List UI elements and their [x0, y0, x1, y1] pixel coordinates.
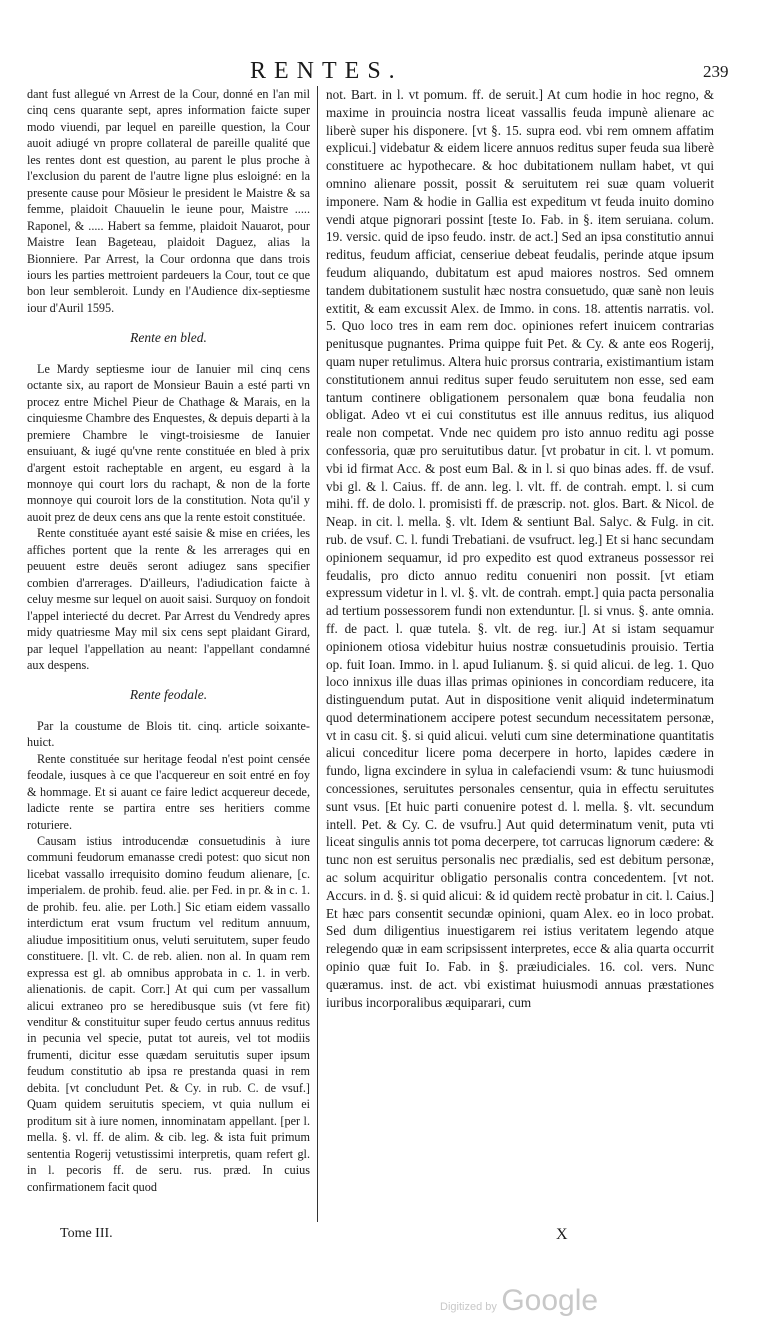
digitized-watermark	[440, 1284, 598, 1318]
paragraph: Rente constituée ayant esté saisie & mise en criées, les affiches portent que la rente & les arrerages qui en peuuent estre deuës seront adiugez sans specifier combien d'arrerages. D'ailleurs, l'adiudication faicte à celuy mesme sur lequel on auoit saisi. Surquoy on fondoit l'appel interiecté du decret. Par Arrest du Vendredy apres midy quatriesme May mil six cens sept plaidant Girard, par lequel l'appellation au neant: l'appellant condamné aux despens.	[27, 526, 310, 672]
left-column	[27, 86, 310, 1195]
paragraph: Le Mardy septiesme iour de Ianuier mil cinq cens octante six, au raport de Monsieur Bauin a esté parti vn procez entre Michel Pieur de Chathage & Marais, en la cinquiesme Chambre des Enquestes, & depuis departi à la premiere Chambre le vingt-troisiesme de Ianuier ensuiuant, & iugé qu'vne rente constituée en bled à prix d'argent estoit racheptable en argent, eu esgard à la monnoye qui court lors du rachapt, & non de la forte monnoye qui couroit lors de la constitution. Nota qu'il y auoit prez de deux cens ans que la rente estoit constituée.	[27, 361, 310, 524]
paragraph: Rente constituée sur heritage feodal n'est point censée feodale, iusques à ce que l'acquereur en soit entré en foy & hommage. Et si auant ce faire ledict acquereur decede, ladicte rente se partira entre ses heritiers comme roturiere.	[27, 751, 310, 832]
right-column	[326, 86, 714, 1011]
page-number: 239	[703, 62, 729, 81]
paragraph: Par la coustume de Blois tit. cinq. article soixante-huict.	[27, 718, 310, 750]
volume-label: Tome III.	[60, 1226, 113, 1241]
paragraph: Causam istius introducendæ consuetudinis à iure communi feudorum emanasse credi potest: quo sicut non licebat vassallo irrequisito domino feudum alienare, [c. imperialem. de prohib. feud. alie. per Fed. in pr. & in c. 1. de prohib. feu. alie. per Loth.] Sic etiam eidem vassallo interdictum erat vsum fructum vel reditum annuum, aliudue imposititium onus, veluti seruitutem, super feudo constituere. [l. vlt. C. de reb. alien. non al. In quam rem expressa est gl. ab omnibus approbata in c. 1. in verb. alienationis. de capit. Corr.] At qui cum per vassallum alicui extraneo pro se heredibusque suis (vt fere fit) venditur & constituitur super feudo certus annuus reditus in pecunia vel specie, putat tot aureis, vel tot modiis frumenti, dicitur esse quædam seruitutis super ipsum feudum constitutio ab ipsa re prestanda quasi in rem debita. [vt concludunt Pet. & Cy. in rub. C. de vsuf.] Quam quidem seruitutis speciem, vt quia nullum ei proditum sit à iure nomen, innominatam appellant. [per l. mella. §. vl. ff. de alim. & cib. leg. & ista fuit primum sententia Rogerij vetustissimi interpretis, quam refert gl. in l. pecoris ff. de seru. rus. præd. In cuius confirmationem facit quod	[27, 834, 310, 1194]
running-head	[0, 58, 762, 88]
running-head-title: RENTES.	[250, 58, 403, 84]
paragraph: not. Bart. in l. vt pomum. ff. de seruit.] At cum hodie in hoc regno, & maxime in prouincia nostra liceat vassallis feuda impunè alienare ac liberè super his disponere. [vt §. 15. supra eod. vbi rem omnem affatim explicui.] videbatur & eidem licere annuos reditus super feuda sua liberè constituere ac hypothecare. & hoc dubitationem nullam habet, vt qui omnino alienare possit, possit & seruitutem rei suæ quam voluerit imponere. Nam & hodie in Gallia est expeditum vt feuda inuito domino vendi atque pignorari possint [teste Io. Fab. in §. item seruiana. colum. 19. versic. quid de ipso feudo. instr. de act.] Sed an ipsa constitutio annui reditus, feudum afficiat, censeriue debeat feudalis, perinde atque ipsum feudum aliquando, dubitatum est apud maiores nostros. Sed omnem tandem dubitationem sustulit hæc nostra consuetudo, quæ sanè non leuis extitit, & eam excussit Alex. de Immo. in cons. 18. attentis narratis. vol. 5. Quo loco tres in eam rem doc. opiniones refert inuicem contrarias penitusque pugnantes. Prima quippe fuit Pet. & Cy. & ante eos Rogerij, quam nuper retulimus. Altera huic prorsus contraria, existimantium istam constitutionem annui reditus super feudo seruitutem non esse, sed eam tantum continere obligationem personalem quæ bona feudalia non obligat. Adeo vt ei cui constitutus est ille annuus reditus, ius aliquod reale non competat. Vnde nec quidem pro isto annuo reditu agi posse confessoria, quæ pro seruitutibus datur. [vt probatur in cit. l. vt pomum. vbi id firmat Acc. & post eum Bal. & in l. si quo binas ades. ff. de vsuf. vbi gl. & l. Caius. ff. de ann. leg. l. vlt. ff. de contrah. empt. l. si cum mihi. ff. de dolo. l. promisisti ff. de præscrip. not. glos. Bart. & Nicol. de Neap. in cit. l. mella. §. vlt. Idem & sentiunt Bal. Salyc. & Fulg. in cit. rub. de vsuf. C. l. fundi Trebatiani. de vsufruct. leg.] Et si hanc secundam opinionem sequamur, id pro expedito est quod extraneus possessor rei feudalis, pro dicto annuo reditu conueniri non possit. [vt etiam expressum videtur in l. vl. §. vlt. de contrah. empt.] quia pacta personalia ad tertium possessorem fundi non extenduntur. [l. si vnus. §. ante omnia. ff. de pact. l. quæ tutela. §. vlt. de reg. iur.] At si istam sequamur opinionem otiosa videbitur huius nostræ consuetudinis prouisio. Tertia op. fuit Ioan. Immo. in l. apud Iulianum. §. si quid alicui. de leg. 1. Quo loco innixus ille duas illas primas opiniones in concordiam reducere, ita distinguendum putat. Aut in dispositione venit aliquid indeterminatum quod determinationem accipere potest secundum necessitatem personæ, vt in casu cit. §. si quid alicui. veluti cum sine determinatione quantitatis alicui conceditur licere poma decerpere in horto, lapides cædere in fundo, ligna excindere in sylua in calefaciendi vsum: & tunc huiusmodi concessiones, seruitutes personales censentur, quia in effectu seruitutes sunt vsus. [Et huic parti conuenire potest d. l. mella. §. vlt. secundum intell. Pet. & Cy. C. de vsufru.] Aut quid determinatum venit, puta vti liceat singulis annis tot poma decerpere, tot carrucas lignorum cædere: & tunc non est seruitus personalis nec prædialis, sed est debitum personæ, ac solum acquiritur obligatio personalis contra concedentem. [vt not. Accurs. in d. §. si quid alicui: & id quidem rectè probatur in cit. l. Caius.] Et hæc pars consentit secundæ opinioni, quam Alex. eo in loco probat. Sed dum diligentius inuestigarem rei istius veritatem legendo atque relegendo quæ in eam scripsissent interpretes, ecce & alia quarta occurrit opinio quæ fuit Io. Fab. in §. præiudiciales. 16. col. vers. Nunc quæramus. inst. de act. vbi existimat huiusmodi annuas præstationes iuribus incorporalibus æquiparari, cum	[326, 87, 714, 1010]
section-heading-rente-en-bled: Rente en bled.	[130, 330, 207, 346]
section-heading-rente-feodale: Rente feodale.	[129, 687, 208, 703]
signature-mark: X	[556, 1226, 568, 1243]
watermark-prefix: Digitized by	[440, 1301, 497, 1313]
paragraph: dant fust allegué vn Arrest de la Cour, donné en l'an mil cinq cens quarante sept, apres information faicte super modo viuendi, par lequel en pareille question, la Cour auoit adiugé vn propre collateral de pareille qualité que les rentes dont est question, au parent le plus proche à l'exclusion du parent de l'autre ligne plus esloigné: en la presente cause pour Mõsieur le president le Maistre & sa femme, plaidoit Chauuelin le ieune pour, Maistre ..... Raponel, & ..... Habert sa femme, plaidoit Nauarot, pour Maistre Iean Bageteau, plaidoit Daguez, alias la Bionniere. Par Arrest, la Cour ordonna que dans trois iours les parties mettroient pardeuers la Cour, tout ce que bon leur sembleroit. Lundy en l'Audience dix-septiesme iour d'Auril 1595.	[27, 87, 310, 315]
google-logo: Google	[501, 1284, 599, 1317]
column-divider	[317, 86, 318, 1222]
